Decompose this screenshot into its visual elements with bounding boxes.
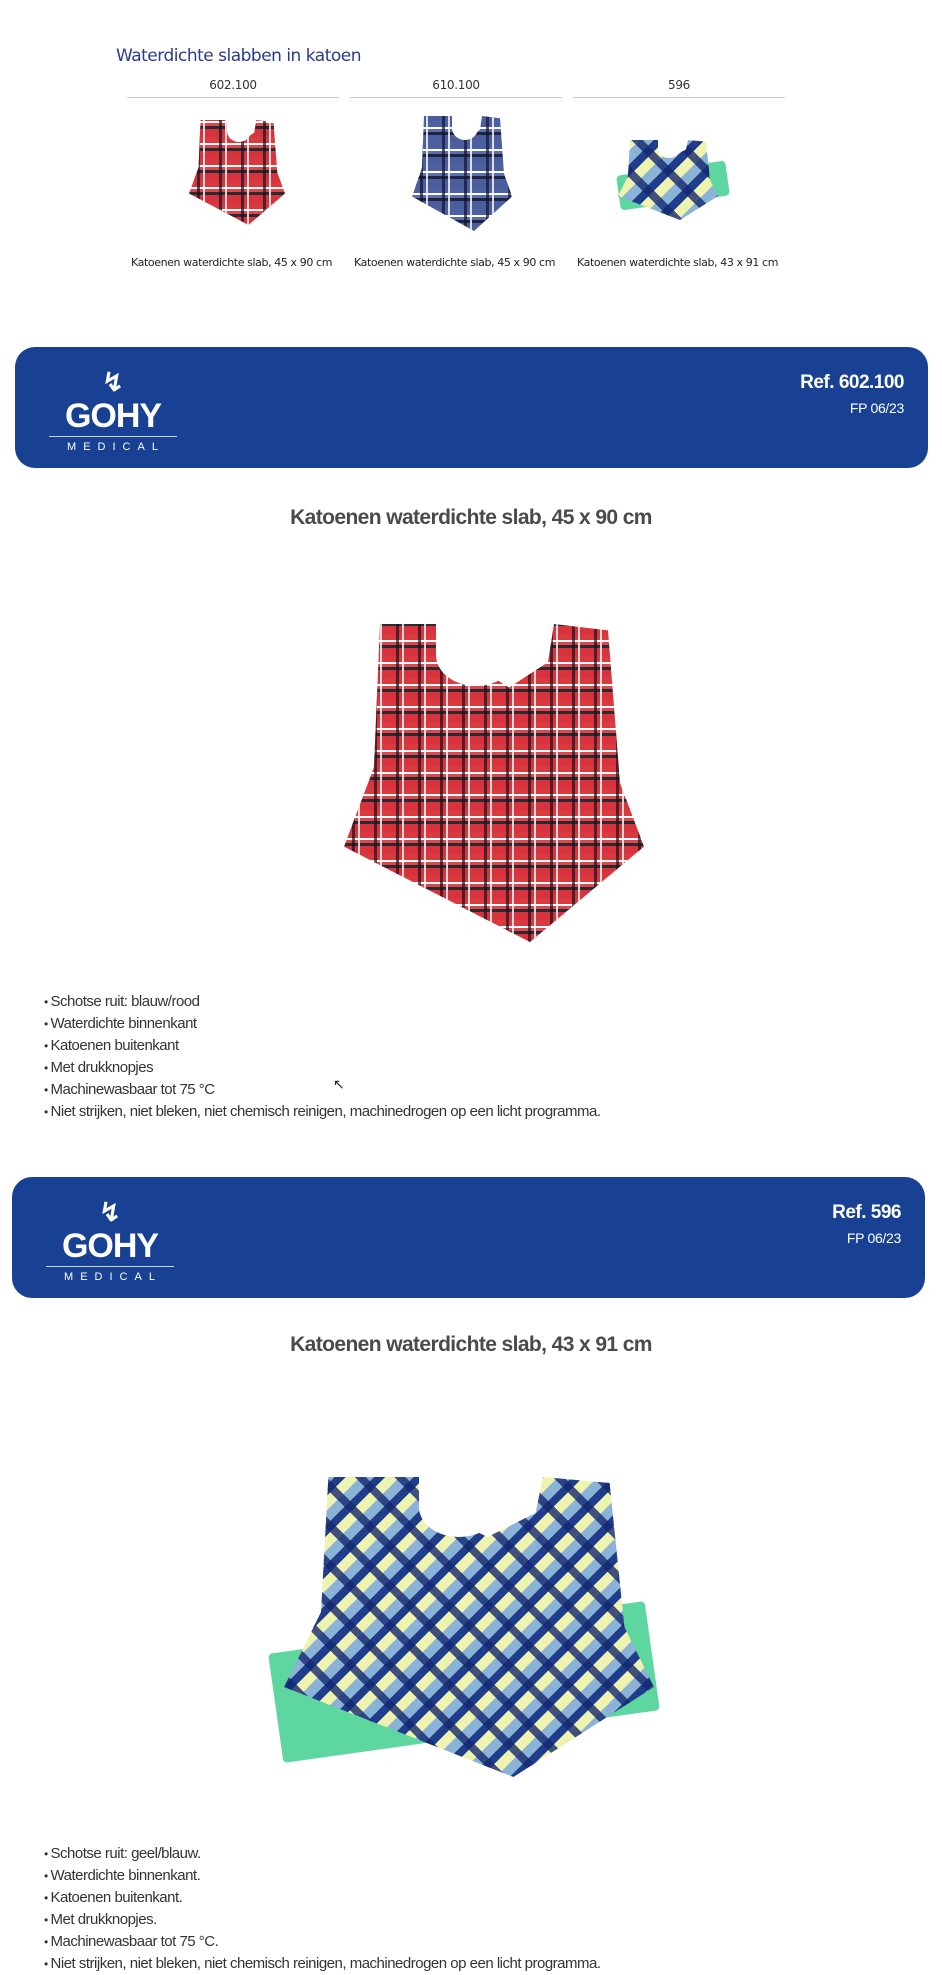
brand-banner	[15, 347, 928, 468]
gohy-medical-logo	[46, 1197, 174, 1285]
product-title: Katoenen waterdichte slab, 45 x 90 cm	[290, 506, 652, 529]
product-title: Katoenen waterdichte slab, 43 x 91 cm	[290, 1333, 652, 1356]
feature-item: • Met drukknopjes	[44, 1057, 601, 1079]
product-image[interactable]	[350, 98, 562, 248]
feature-item: • Niet strijken, niet bleken, niet chemisch reinigen, machinedrogen op een licht programma.	[44, 1101, 601, 1123]
logo-mark-icon: ↯	[102, 367, 124, 397]
product-image[interactable]	[573, 98, 785, 248]
product-card-596[interactable]	[573, 78, 785, 272]
feature-item: • Schotse ruit: geel/blauw.	[44, 1843, 601, 1865]
brand-banner	[12, 1177, 925, 1298]
gohy-medical-logo	[49, 367, 177, 455]
feature-item: • Machinewasbaar tot 75 °C	[44, 1079, 601, 1101]
product-caption[interactable]: Katoenen waterdichte slab, 45 x 90 cm	[354, 256, 556, 269]
product-caption[interactable]: Katoenen waterdichte slab, 43 x 91 cm	[577, 256, 779, 269]
section-title: Waterdichte slabben in katoen	[116, 46, 361, 66]
logo-mark-icon: ↯	[99, 1197, 121, 1227]
product-card-610100[interactable]	[350, 78, 562, 272]
feature-list	[44, 1843, 601, 1975]
reference-number: Ref. 596	[832, 1202, 901, 1223]
logo-brand: GOHY	[49, 397, 177, 437]
product-photo	[274, 1477, 662, 1777]
mouse-cursor-icon: ↖	[333, 1076, 345, 1092]
product-card-602100[interactable]	[127, 78, 339, 272]
feature-item: • Met drukknopjes.	[44, 1909, 601, 1931]
feature-item: • Waterdichte binnenkant	[44, 1013, 601, 1035]
sheet-version: FP 06/23	[846, 1230, 901, 1246]
product-photo	[344, 624, 650, 942]
logo-brand: GOHY	[46, 1227, 174, 1267]
feature-item: • Niet strijken, niet bleken, niet chemisch reinigen, machinedrogen op een licht programma.	[44, 1953, 601, 1975]
logo-sub: MEDICAL	[64, 1271, 162, 1283]
feature-list	[44, 991, 601, 1123]
product-code: 596	[573, 78, 785, 98]
product-image[interactable]	[127, 98, 339, 248]
product-code: 602.100	[127, 78, 339, 98]
feature-item: • Waterdichte binnenkant.	[44, 1865, 601, 1887]
feature-item: • Schotse ruit: blauw/rood	[44, 991, 601, 1013]
feature-item: • Machinewasbaar tot 75 °C.	[44, 1931, 601, 1953]
product-code: 610.100	[350, 78, 562, 98]
feature-item: • Katoenen buitenkant.	[44, 1887, 601, 1909]
feature-item: • Katoenen buitenkant	[44, 1035, 601, 1057]
reference-number: Ref. 602.100	[800, 372, 904, 393]
product-caption[interactable]: Katoenen waterdichte slab, 45 x 90 cm	[131, 256, 333, 269]
sheet-version: FP 06/23	[849, 400, 904, 416]
logo-sub: MEDICAL	[67, 441, 165, 453]
